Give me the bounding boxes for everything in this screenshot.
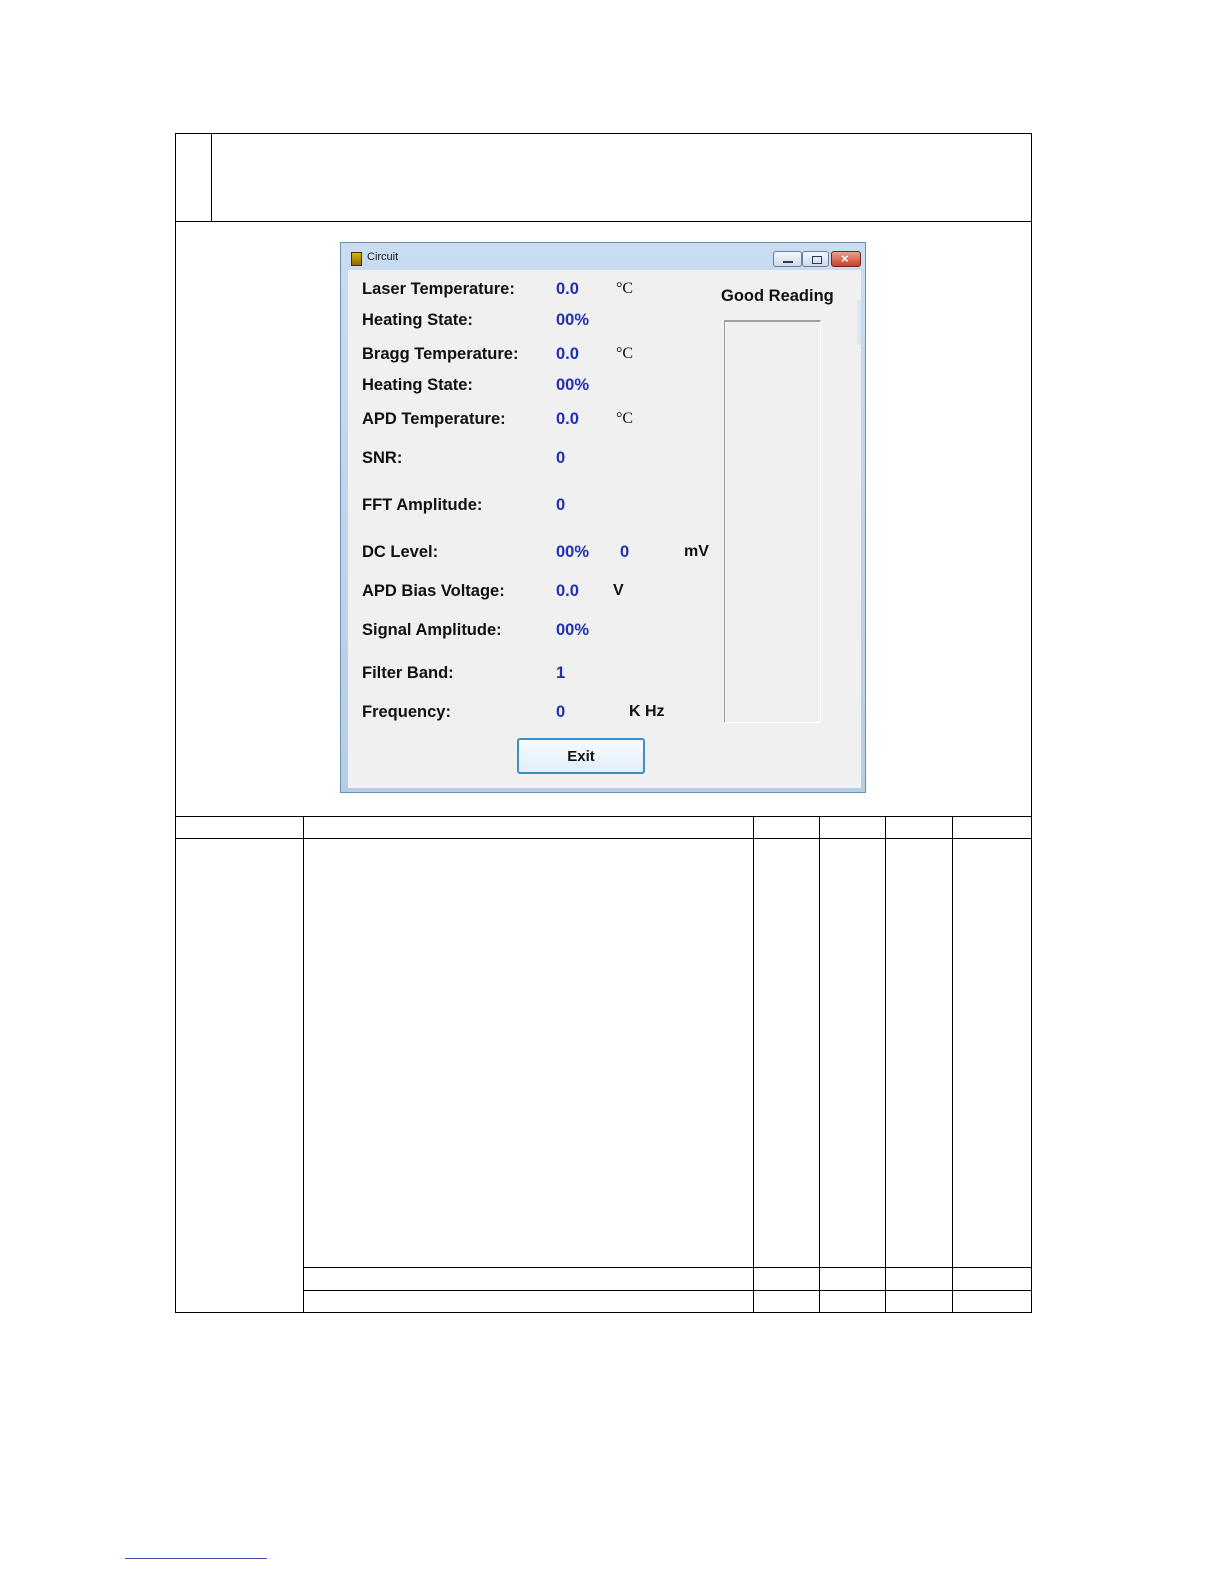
laser-heating-state-value: 00% [556,311,590,329]
bragg-temperature-unit: °C [616,345,634,362]
fft-amplitude-value: 0 [556,496,566,514]
table-row-divider-4 [303,1267,1032,1268]
maximize-icon [812,256,822,264]
bragg-heating-state-value: 00% [556,376,590,394]
title-bar[interactable] [341,243,865,270]
dc-level-percent-value: 00% [556,543,590,561]
good-reading-label: Good Reading [721,287,834,305]
bragg-temperature-label: Bragg Temperature: [362,345,519,363]
table-border-left [175,133,176,1313]
snr-value: 0 [556,449,566,467]
table-row-divider-1 [175,221,1032,222]
minimize-button[interactable] [773,251,802,267]
snr-label: SNR: [362,449,403,467]
good-reading-panel [724,320,821,723]
table-col-divider-4 [885,816,886,1313]
apd-bias-voltage-label: APD Bias Voltage: [362,582,505,600]
table-row-divider-5 [303,1290,1032,1291]
app-icon [351,252,362,266]
dc-level-unit: mV [684,543,709,560]
laser-heating-state-label: Heating State: [362,311,473,329]
frequency-unit: K Hz [629,703,665,720]
window-title: Circuit [367,251,399,263]
table-border-top [175,133,1032,134]
laser-temperature-label: Laser Temperature: [362,280,515,298]
apd-temperature-unit: °C [616,410,634,427]
bragg-temperature-value: 0.0 [556,345,579,363]
table-border-right [1031,133,1032,1313]
footnote-separator [125,1558,267,1559]
table-col-divider-5 [952,816,953,1313]
table-col-divider-2 [753,816,754,1313]
minimize-icon [783,261,793,263]
laser-temperature-unit: °C [616,280,634,297]
filter-band-value: 1 [556,664,566,682]
exit-button[interactable]: Exit [517,738,645,774]
close-icon: × [841,251,849,266]
laser-temperature-value: 0.0 [556,280,579,298]
client-edge-highlight [857,300,861,345]
apd-bias-voltage-unit: V [613,582,624,599]
circuit-window [340,242,866,793]
filter-band-label: Filter Band: [362,664,454,682]
table-col-divider-1 [303,816,304,1313]
signal-amplitude-label: Signal Amplitude: [362,621,502,639]
table-header-divider [211,133,212,221]
fft-amplitude-label: FFT Amplitude: [362,496,483,514]
frequency-value: 0 [556,703,566,721]
dc-level-label: DC Level: [362,543,439,561]
apd-temperature-value: 0.0 [556,410,579,428]
maximize-button[interactable] [802,251,829,267]
frequency-label: Frequency: [362,703,451,721]
dc-level-mv-value: 0 [620,543,630,561]
table-col-divider-3 [819,816,820,1313]
apd-temperature-label: APD Temperature: [362,410,506,428]
bragg-heating-state-label: Heating State: [362,376,473,394]
apd-bias-voltage-value: 0.0 [556,582,579,600]
window-client-area [348,270,861,788]
close-button[interactable] [831,251,861,267]
signal-amplitude-value: 00% [556,621,590,639]
